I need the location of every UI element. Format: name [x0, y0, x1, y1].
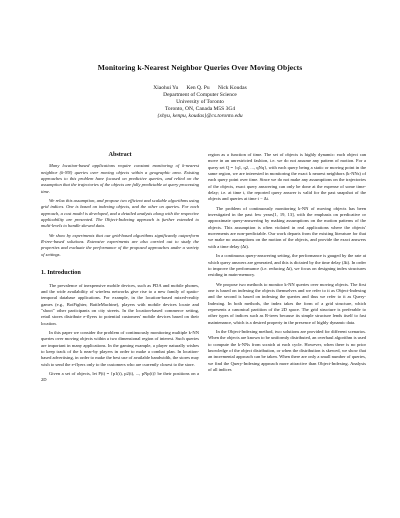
body-paragraph: In a continuous query-answering setting, the performance is gauged by the rate at which query answers are generated, and this is dictated by the time delay (Δt). In order to improve the performance (i.e. reducing Δt), we focus on designing index structures residing in main-memory. — [208, 253, 366, 278]
body-paragraph: The problem of continuously monitoring k-NN of moving objects has been investigated in the past few years[1, 19, 13], with the emphasis on predicative or approximate query-answering by making assumptions on the motion patterns of the objects. This assumption is often violated in real applications where the objects' movements are non-predictable. Our work departs from the existing literature for that we make no assumptions on the motion of the objects, and provide the exact answers with a time delay (Δt). — [208, 205, 366, 249]
abstract-section — [41, 152, 199, 258]
author-names: Xiaohui Yu Ken Q. Pu Nick Koudas — [153, 85, 247, 91]
body-paragraph: region as a function of time. The set of objects is highly dynamic: each object can move in an unrestricted fashion, i.e. we do not assume any pattern of motion. For a query set Q = {q1, q2, ..., qNq}, with each query being a static or moving point in the same region, we are interested in monitoring the exact k nearest neighbors (k-NNs) of each query point over time. Since we do not make any assumptions on the trajectories of the objects, exact query answering can only be done at the expense of some time-delay; i.e. at time t, the reported query answer is valid for the past snapshot of the objects and queries at time t − Δt. — [208, 152, 366, 202]
abstract-paragraph: We relax this assumption, and propose two efficient and scalable algorithms using grid indices. One is based on indexing objects, and the other on queries. For each approach, a cost model is developed, and a detailed analysis along with the respective applicability are presented. The Object-Indexing approach is further extended to multi-levels to handle skewed data. — [41, 198, 199, 229]
body-paragraph: We propose two methods to monitor k-NN queries over moving objects. The first one is based on indexing the objects themselves and we refer to it as Object-Indexing and the second is based on indexing the queries and thus we refer to it as Query-Indexing. In both methods, the index takes the form of a grid structure, which represents a canonical partition of the 2D space. The grid structure is preferable to other types of indices such as R-trees because its simple structure lends itself to fast maintenance, which is a desired property in the presence of highly dynamic data. — [208, 281, 366, 325]
author-university: University of Toronto — [176, 99, 224, 105]
author-address: Toronto, ON, Canada M5S 3G4 — [164, 106, 236, 112]
abstract-paragraph: Many location-based applications require constant monitoring of k-nearest neighbor (k-NN) queries over moving objects within a geographic area. Existing approaches to this problem have focused on predictive queries, and relied on the assumption that the trajectories of the objects are fully predictable at query processing time. — [41, 163, 199, 194]
abstract-heading: Abstract — [108, 151, 132, 158]
introduction-paragraph: The prevalence of inexpensive mobile devices, such as PDA and mobile phones, and the wide availability of wireless networks give rise to a new family of spatio-temporal database applications. For example, in the location-based mixed-reality games (e.g., BotFighter, BattleMachine), players with mobile devices locate and "shoot" other participants on city streets. In the location-based commerce setting, retail stores distribute e-flyers to potential customers' mobile devices based on their location. — [41, 282, 199, 326]
paper-title: Monitoring k-Nearest Neighbor Queries Over Moving Objects — [97, 63, 303, 72]
author-block — [0, 85, 400, 120]
introduction-paragraph: Given a set of objects, let P(t) = {p1(t), p2(t), ..., pNp(t)} be their positions on a 2D — [41, 370, 199, 383]
introduction-paragraph: In this paper we consider the problem of continuously monitoring multiple k-NN queries over moving objects within a two dimensional region of interest. Such queries are important in many applications. In the gaming example, a player naturally wishes to keep track of the k near-by players in order to make a combat plan. In location-based advertising, in order to make the best use of available bandwidth, the stores may wish to send the e-flyers only to the customers who are currently closest to the store. — [41, 329, 199, 367]
left-column — [41, 152, 199, 387]
abstract-paragraph: We show by experiments that our grid-based algorithms significantly outperform R-tree-based solutions. Extensive experiments are also carried out to study the properties and evaluate the performance of the proposed approaches under a variety of settings. — [41, 232, 199, 257]
introduction-heading: 1. Introduction — [41, 269, 81, 277]
body-paragraph: In the Object-Indexing method, two solutions are provided for different scenarios. When the objects are known to be uniformly distributed, an overhaul algorithm is used to compute the k-NNs from scratch at each cycle. However, when there is no prior knowledge of the object distribution, or when the distribution is skewed, we show that an incremental approach can be taken. When there are only a small number of queries, we find the Query-Indexing approach more attractive than Object-Indexing. Analysis of all indices — [208, 328, 366, 372]
paper-header — [0, 63, 400, 120]
author-email: {xhyu, kenpu, koudas}@cs.toronto.edu — [157, 113, 243, 119]
right-column — [208, 152, 366, 376]
author-department: Department of Computer Science — [163, 92, 237, 98]
introduction-section — [41, 270, 199, 384]
